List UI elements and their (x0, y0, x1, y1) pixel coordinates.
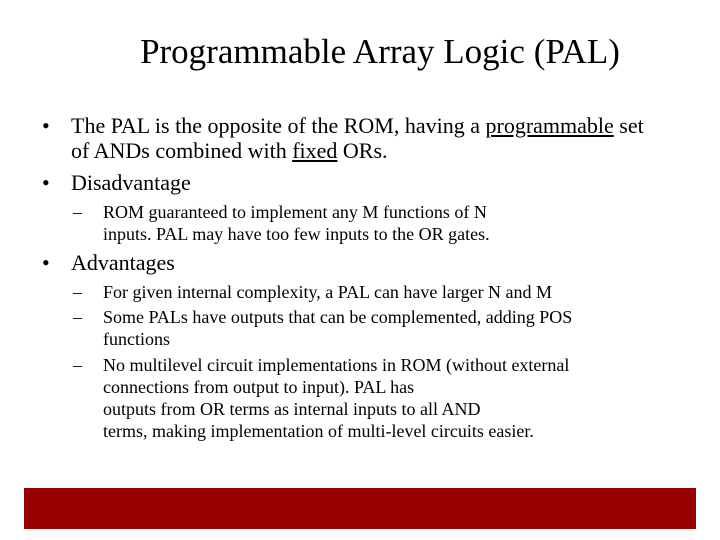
sub-bullet-text: ROM guaranteed to implement any M functions of N (103, 202, 487, 222)
slide-title: Programmable Array Logic (PAL) (140, 32, 620, 71)
bullet-text: ORs. (337, 138, 388, 163)
sub-bullet-marker: – (73, 202, 82, 222)
bullet-text: The PAL is the opposite of the ROM, having a (71, 113, 486, 138)
sub-bullet-text: connections from output to input). PAL has (103, 377, 415, 397)
bullet-heading: Disadvantage (71, 170, 191, 195)
bullet-line (71, 113, 644, 138)
sub-bullet-text: No multilevel circuit implementations in ROM (without external (103, 355, 570, 375)
bullet-text: set (613, 113, 644, 138)
bullet-marker: • (42, 250, 50, 275)
sub-bullet-text: inputs. PAL may have too few inputs to the OR gates. (103, 224, 490, 244)
underlined-term: programmable (485, 113, 614, 138)
footer-bar (24, 488, 696, 529)
sub-bullet-text: terms, making implementation of multi-level circuits easier. (103, 421, 534, 441)
bullet-text: of ANDs combined with (71, 138, 293, 163)
bullet-marker: • (42, 170, 50, 195)
bullet-line (71, 138, 388, 163)
sub-bullet-text: functions (103, 329, 170, 349)
sub-bullet-text: outputs from OR terms as internal inputs to all AND (103, 399, 481, 419)
sub-bullet-marker: – (73, 282, 82, 302)
sub-bullet-marker: – (73, 307, 82, 327)
sub-bullet-text: Some PALs have outputs that can be complemented, adding POS (103, 307, 573, 327)
sub-bullet-marker: – (73, 355, 82, 375)
sub-bullet-text: For given internal complexity, a PAL can have larger N and M (103, 282, 553, 302)
bullet-marker: • (42, 113, 50, 138)
underlined-term: fixed (292, 138, 338, 163)
bullet-heading: Advantages (71, 250, 175, 275)
